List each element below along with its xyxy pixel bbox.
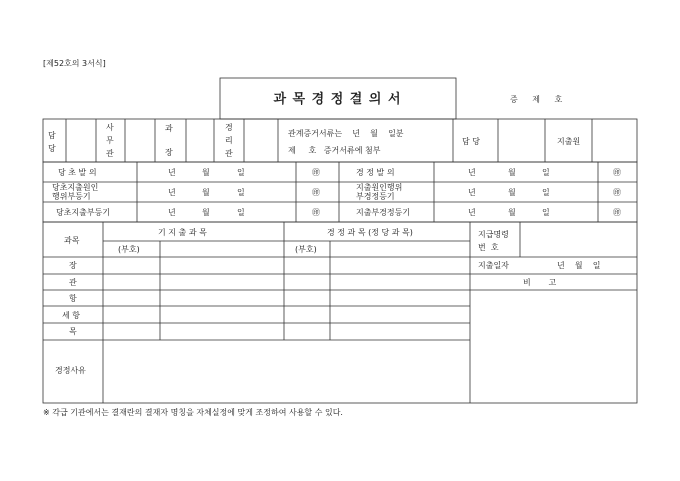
seal-mark: ㊞ [613, 188, 621, 197]
date-row-2-label2-a: 지출원인행위 [356, 183, 403, 192]
date-row-3-label2: 지출부경정등기 [356, 208, 411, 217]
svg-text:년: 년 [168, 188, 176, 197]
seal-mark: ㊞ [312, 168, 320, 177]
svg-text:월: 월 [202, 188, 210, 197]
remarks-label: 비 고 [523, 278, 557, 287]
svg-text:관: 관 [225, 149, 233, 158]
date-fields-left [168, 167, 245, 217]
seal-mark: ㊞ [312, 188, 320, 197]
footnote: ※ 각급 기관에서는 결재란의 결재자 명칭을 자체실정에 맞게 조정하여 사용할 수 있다. [43, 408, 343, 417]
seal-mark: ㊞ [613, 208, 621, 217]
account-row-sehang: 세 항 [62, 311, 80, 320]
pay-date-label: 지출일자 [478, 261, 509, 270]
account-row-hang: 항 [69, 294, 77, 303]
section-label: 과 [165, 124, 173, 133]
pay-date-value: 년 월 일 [557, 261, 601, 270]
staff-label: 담 [48, 131, 56, 140]
date-fields-right [468, 167, 550, 217]
svg-text:장: 장 [165, 148, 173, 157]
order-no-label-1: 지급명령 [478, 230, 509, 239]
svg-text:일: 일 [237, 208, 245, 217]
document-number: 증 제 호 [510, 95, 563, 104]
form-title: 과 목 경 정 결 의 서 [273, 92, 402, 107]
disburser-label: 지출원 [557, 137, 581, 146]
clerk-label: 사 [106, 123, 114, 132]
svg-text:월: 월 [508, 188, 516, 197]
date-row-2-label2-b: 부경정등기 [356, 192, 395, 201]
director-label: 경 [225, 123, 233, 132]
svg-text:년: 년 [168, 168, 176, 177]
svg-text:월: 월 [508, 208, 516, 217]
svg-text:년: 년 [468, 168, 476, 177]
account-header-label: 과목 [64, 236, 80, 245]
handler-label: 담 당 [462, 137, 480, 146]
svg-text:일: 일 [237, 188, 245, 197]
seal-mark: ㊞ [312, 208, 320, 217]
evidence-line1: 관계증거서류는 년 월 일분 [288, 129, 404, 138]
svg-text:일: 일 [542, 188, 550, 197]
svg-text:리: 리 [225, 136, 233, 145]
svg-text:월: 월 [202, 208, 210, 217]
account-row-jang: 장 [69, 261, 77, 270]
svg-text:일: 일 [237, 168, 245, 177]
account-row-mok: 목 [69, 327, 77, 336]
svg-text:일: 일 [542, 168, 550, 177]
svg-text:관: 관 [106, 149, 114, 158]
staff-label-2: 당 [48, 144, 56, 153]
date-row-1-label: 당 초 발 의 [58, 168, 97, 177]
date-row-3-label: 당초지출부등기 [56, 208, 111, 217]
corrected-account-header: 경 정 과 목 (정 당 과 목) [327, 228, 413, 237]
svg-text:일: 일 [542, 208, 550, 217]
svg-text:월: 월 [202, 168, 210, 177]
seal-mark: ㊞ [613, 168, 621, 177]
original-account-header: 기 지 출 과 목 [158, 228, 207, 237]
original-code-label: (부호) [118, 245, 140, 254]
svg-text:월: 월 [508, 168, 516, 177]
date-row-1-label2: 경 정 발 의 [356, 168, 395, 177]
form-label: [제52호의 3서식] [43, 59, 106, 68]
order-no-label-2: 번 호 [478, 243, 499, 252]
svg-text:무: 무 [106, 136, 114, 145]
evidence-line2: 제 호 증거서류에 첨부 [288, 146, 381, 155]
account-row-gwan: 관 [69, 278, 77, 287]
reason-label: 경정사유 [55, 366, 86, 375]
date-row-2-label-b: 행위부등기 [52, 192, 91, 201]
svg-text:년: 년 [468, 208, 476, 217]
approval-box [43, 119, 637, 162]
date-row-2-label-a: 당초지출원인 [52, 183, 99, 192]
svg-text:년: 년 [168, 208, 176, 217]
svg-text:년: 년 [468, 188, 476, 197]
corrected-code-label: (부호) [295, 245, 317, 254]
